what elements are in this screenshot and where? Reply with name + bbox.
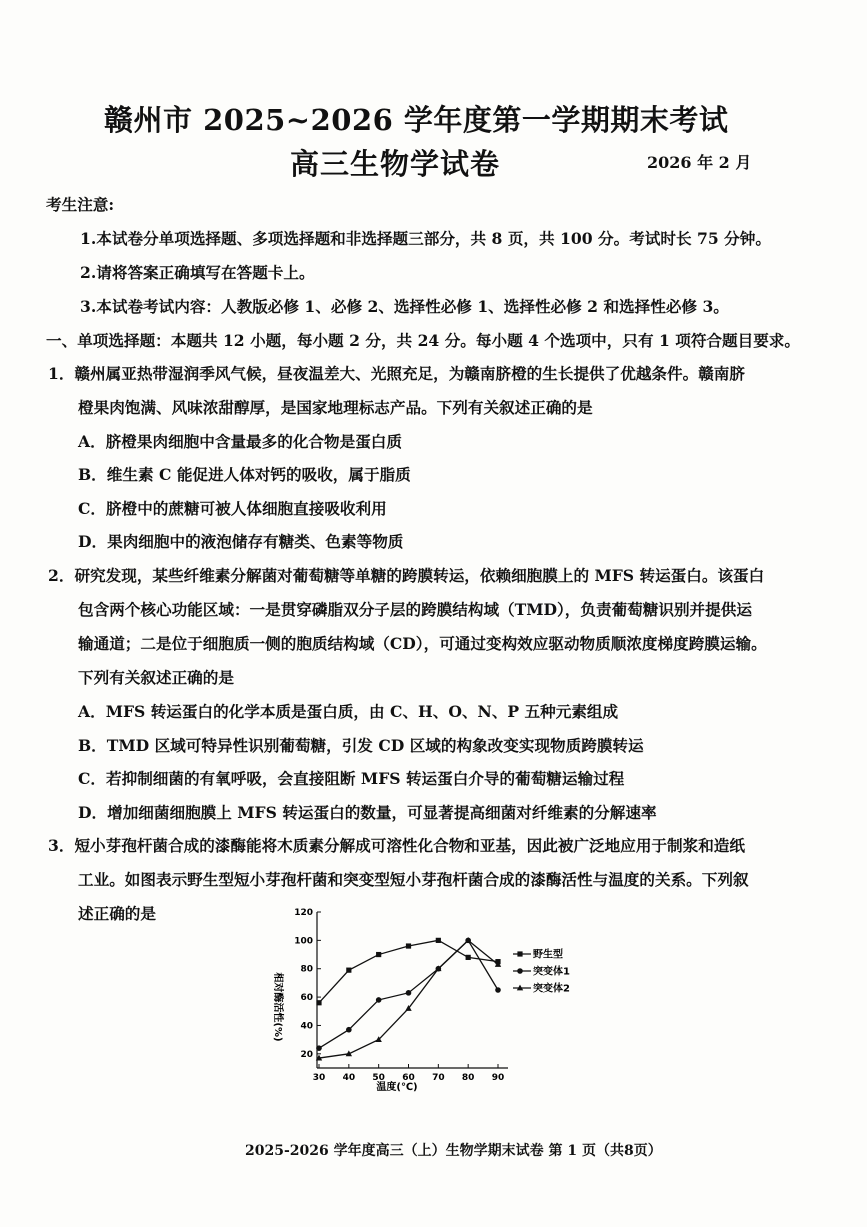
- legend-marker: [517, 968, 523, 974]
- data-point: [466, 955, 471, 960]
- question-1-stem: 1．赣州属亚热带湿润季风气候，昼夜温差大、光照充足，为赣南脐橙的生长提供了优越条件。赣南脐: [48, 364, 745, 383]
- chart-x-tick-label: 30: [312, 1073, 326, 1083]
- notice-item: 1.本试卷分单项选择题、多项选择题和非选择题三部分，共 8 页，共 100 分。考试时长 75 分钟。: [80, 229, 771, 248]
- legend-label: 突变体1: [533, 966, 570, 978]
- question-2-stem: 2．研究发现，某些纤维素分解菌对葡萄糖等单糖的跨膜转运，依赖细胞膜上的 MFS 转运蛋白。该蛋白: [48, 566, 765, 585]
- question-1-option-c: C．脐橙中的蔗糖可被人体细胞直接吸收利用: [78, 499, 387, 518]
- exam-subtitle: 高三生物学试卷: [290, 147, 501, 181]
- enzyme-activity-chart: [255, 902, 595, 1097]
- question-2-option-a: A．MFS 转运蛋白的化学本质是蛋白质，由 C、H、O、N、P 五种元素组成: [78, 702, 619, 721]
- chart-x-axis-label: 温度(℃): [376, 1082, 418, 1093]
- question-1-option-d: D．果肉细胞中的液泡储存有糖类、色素等物质: [78, 532, 404, 551]
- data-point: [376, 997, 382, 1003]
- question-2-stem: 下列有关叙述正确的是: [78, 668, 234, 687]
- chart-y-tick-label: 80: [300, 964, 313, 975]
- legend-label: 突变体2: [533, 983, 570, 995]
- question-3-stem: 述正确的是: [78, 904, 156, 923]
- section-heading: 一、单项选择题：本题共 12 小题，每小题 2 分，共 24 分。每小题 4 个选项中，只有 1 项符合题目要求。: [46, 331, 800, 350]
- question-3-stem: 工业。如图表示野生型短小芽孢杆菌和突变型短小芽孢杆菌合成的漆酶活性与温度的关系。下列叙: [78, 870, 749, 889]
- page-footer: 2025-2026 学年度高三（上）生物学期末试卷 第 1 页（共8页）: [245, 1143, 662, 1159]
- data-point: [376, 952, 381, 957]
- data-point: [406, 990, 412, 996]
- chart-y-tick-label: 120: [294, 908, 313, 918]
- data-point: [495, 987, 501, 993]
- data-point: [406, 943, 411, 948]
- question-1-stem: 橙果肉饱满、风味浓甜醇厚，是国家地理标志产品。下列有关叙述正确的是: [78, 398, 593, 417]
- question-2-stem: 包含两个核心功能区域：一是贯穿磷脂双分子层的跨膜结构域（TMD），负责葡萄糖识别并提供运: [78, 600, 752, 619]
- data-point: [346, 968, 351, 973]
- legend-label: 野生型: [533, 949, 563, 961]
- chart-y-tick-label: 60: [300, 993, 313, 1004]
- data-point: [316, 1045, 322, 1051]
- question-2-option-d: D．增加细菌细胞膜上 MFS 转运蛋白的数量，可显著提高细菌对纤维素的分解速率: [78, 803, 657, 822]
- notice-item: 3.本试卷考试内容：人教版必修 1、必修 2、选择性必修 1、选择性必修 2 和选择性必修 3。: [80, 297, 729, 316]
- question-1-option-a: A．脐橙果肉细胞中含量最多的化合物是蛋白质: [78, 432, 402, 451]
- question-2-option-c: C．若抑制细菌的有氧呼吸，会直接阻断 MFS 转运蛋白介导的葡萄糖运输过程: [78, 769, 625, 788]
- chart-y-tick-label: 40: [300, 1021, 313, 1032]
- chart-y-axis-label: 相对酶活性(%): [272, 972, 283, 1042]
- notice-heading: 考生注意:: [46, 195, 115, 214]
- chart-x-tick-label: 50: [372, 1073, 385, 1083]
- chart-x-tick-label: 70: [432, 1073, 445, 1083]
- exam-date: 2026 年 2 月: [647, 153, 752, 172]
- question-2-stem: 输通道；二是位于细胞质一侧的胞质结构域（CD），可通过变构效应驱动物质顺浓度梯度跨膜运输。: [78, 634, 767, 653]
- notice-item: 2.请将答案正确填写在答题卡上。: [80, 263, 315, 282]
- chart-x-tick-label: 80: [461, 1073, 475, 1083]
- question-1-option-b: B．维生素 C 能促进人体对钙的吸收，属于脂质: [78, 465, 411, 484]
- data-point: [316, 1000, 321, 1005]
- chart-x-tick-label: 90: [491, 1073, 505, 1083]
- question-2-option-b: B．TMD 区域可特异性识别葡萄糖，引发 CD 区域的构象改变实现物质跨膜转运: [78, 736, 644, 755]
- question-3-stem: 3．短小芽孢杆菌合成的漆酶能将木质素分解成可溶性化合物和亚基，因此被广泛地应用于制浆和造纸: [48, 836, 745, 855]
- chart-x-tick-label: 40: [342, 1073, 356, 1083]
- legend-marker: [517, 951, 522, 956]
- data-point: [346, 1027, 352, 1033]
- chart-y-tick-label: 20: [300, 1049, 313, 1060]
- chart-y-tick-label: 100: [294, 936, 313, 947]
- exam-title: 赣州市 2025~2026 学年度第一学期期末考试: [104, 103, 729, 137]
- data-point: [436, 938, 441, 943]
- chart-x-tick-label: 60: [402, 1073, 415, 1083]
